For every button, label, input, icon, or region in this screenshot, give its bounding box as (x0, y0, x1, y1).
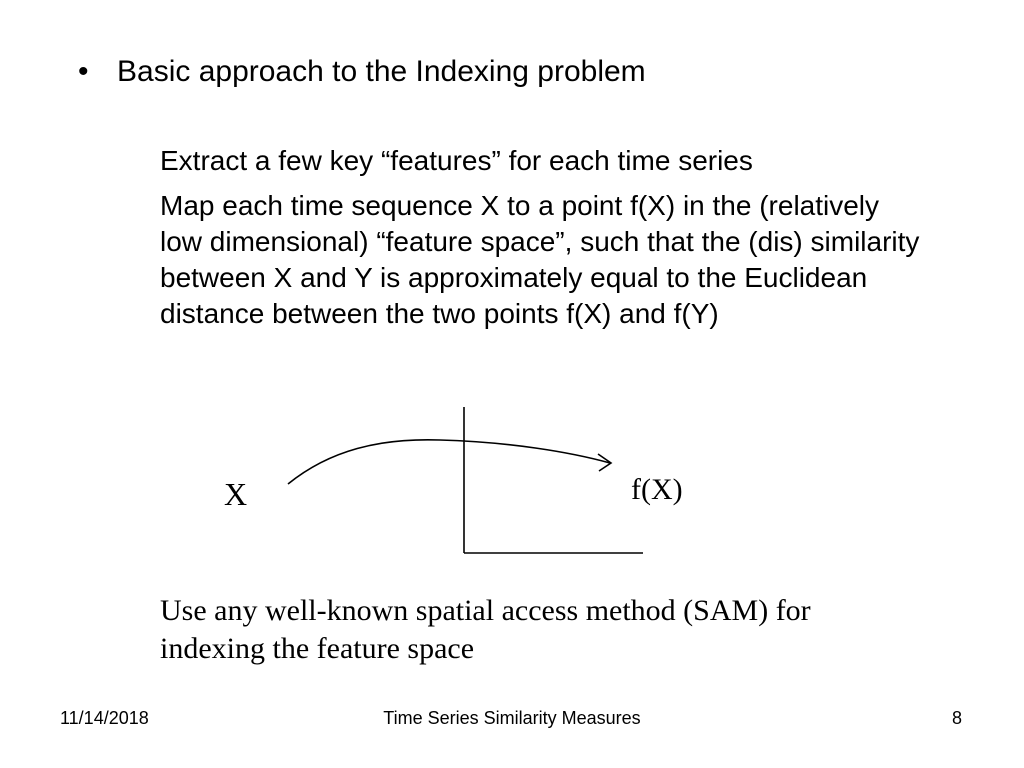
sub-item-extract-features: Extract a few key “features” for each time series (160, 145, 753, 176)
footer-date: 11/14/2018 (60, 708, 149, 728)
mapping-arrow-curve (288, 440, 610, 484)
bullet-marker: • (78, 55, 89, 88)
bullet-heading: Basic approach to the Indexing problem (117, 55, 646, 88)
label-f-of-x: f(X) (631, 473, 683, 506)
footer-page-number: 8 (952, 708, 963, 728)
sam-text: Use any well-known spatial access method (SAM) for indexing the feature space (160, 594, 811, 665)
sub-item-map-sequence: Map each time sequence X to a point f(X) in the (relatively low dimensional) “feature space”, such that the (dis) similarity between X and Y is approximately equal to the Euclidean distance between the two points f(X) and f(Y) (160, 190, 920, 329)
arrowhead-icon (598, 454, 611, 471)
label-x: X (224, 476, 248, 512)
footer-title: Time Series Similarity Measures (383, 708, 641, 728)
